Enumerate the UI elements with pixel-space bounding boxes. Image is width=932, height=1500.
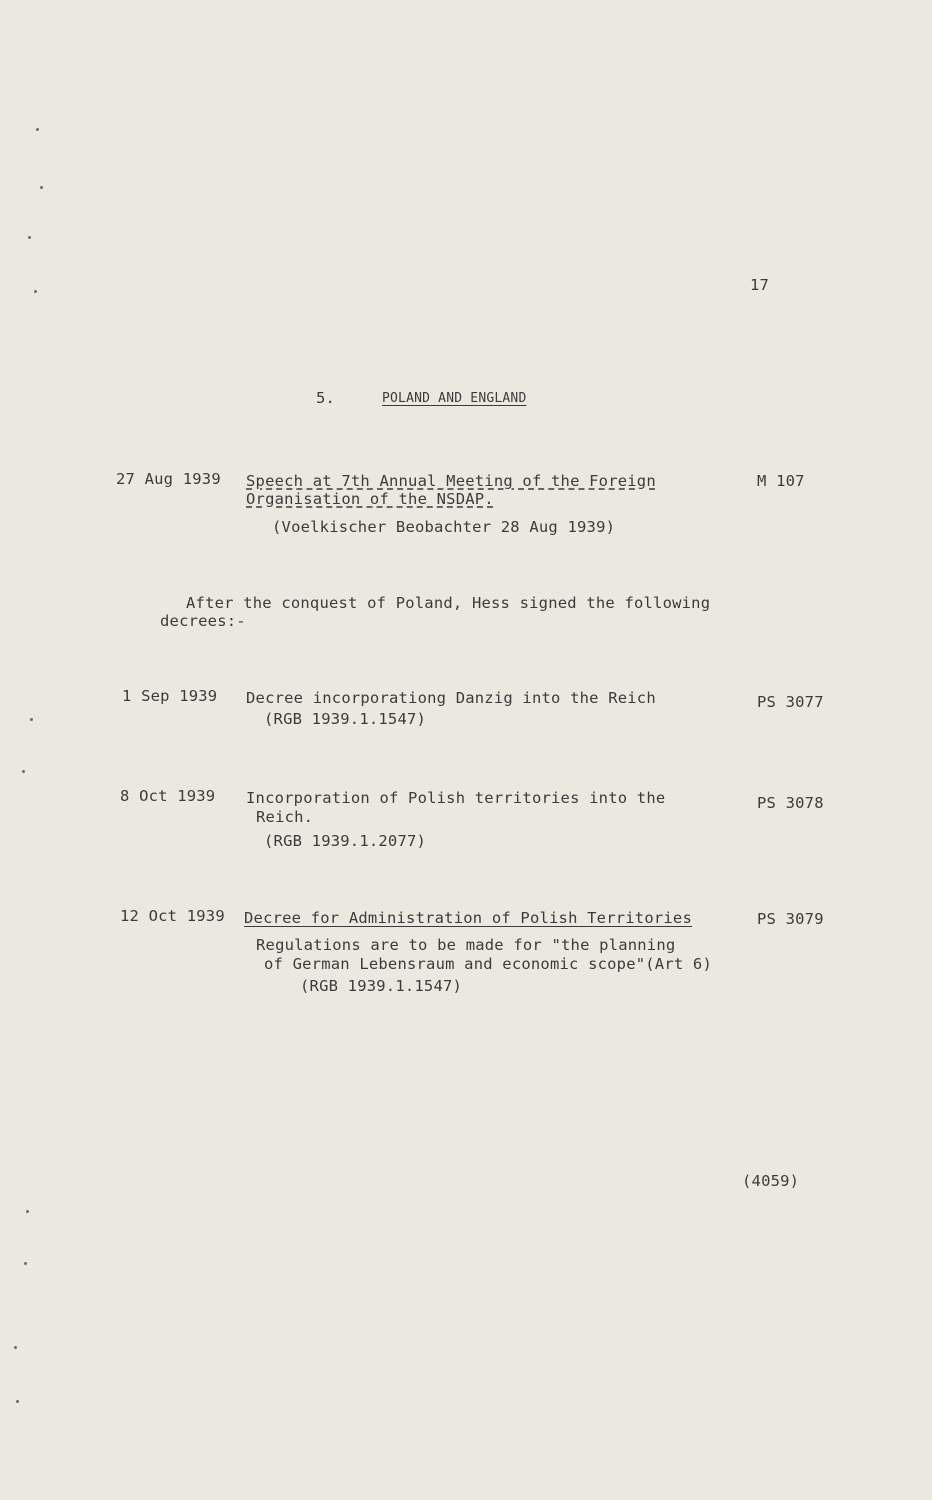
margin-speck	[28, 236, 31, 239]
entry-title-line: Speech at 7th Annual Meeting of the Foreign	[246, 472, 656, 490]
margin-speck	[14, 1346, 17, 1349]
entry-source: (RGB 1939.1.2077)	[264, 832, 427, 850]
entry-title-line: Organisation of the NSDAP.	[246, 490, 494, 508]
intro-line: After the conquest of Poland, Hess signed the following	[186, 594, 711, 612]
entry-date: 12 Oct 1939	[120, 907, 225, 925]
margin-speck	[40, 186, 43, 189]
margin-speck	[34, 290, 37, 293]
section-number: 5.	[316, 389, 336, 407]
entry-source: (Voelkischer Beobachter 28 Aug 1939)	[272, 518, 616, 536]
margin-speck	[30, 718, 33, 721]
margin-speck	[26, 1210, 29, 1213]
section-title: POLAND AND ENGLAND	[382, 391, 527, 406]
margin-speck	[22, 770, 25, 773]
intro-line: decrees:-	[160, 612, 246, 630]
margin-speck	[16, 1400, 19, 1403]
entry-title-line: Decree incorporationg Danzig into the Reich	[246, 689, 656, 707]
page-number: 17	[750, 276, 770, 294]
entry-source: (RGB 1939.1.1547)	[264, 710, 427, 728]
margin-speck	[24, 1262, 27, 1265]
entry-date: 8 Oct 1939	[120, 787, 216, 805]
entry-source: (RGB 1939.1.1547)	[300, 977, 463, 995]
entry-date: 27 Aug 1939	[116, 470, 221, 488]
entry-reference: PS 3077	[757, 693, 824, 711]
entry-reference: M 107	[757, 472, 805, 490]
entry-title-line: Decree for Administration of Polish Territories	[244, 909, 692, 927]
entry-title-line: Incorporation of Polish territories into the	[246, 789, 666, 807]
entry-reference: PS 3079	[757, 910, 824, 928]
document-number: (4059)	[742, 1172, 800, 1190]
entry-reference: PS 3078	[757, 794, 824, 812]
entry-title-line: Reich.	[256, 808, 314, 826]
margin-speck	[36, 128, 39, 131]
entry-date: 1 Sep 1939	[122, 687, 218, 705]
entry-description-line: of German Lebensraum and economic scope"(Art 6)	[264, 955, 712, 973]
entry-description-line: Regulations are to be made for "the planning	[256, 936, 676, 954]
